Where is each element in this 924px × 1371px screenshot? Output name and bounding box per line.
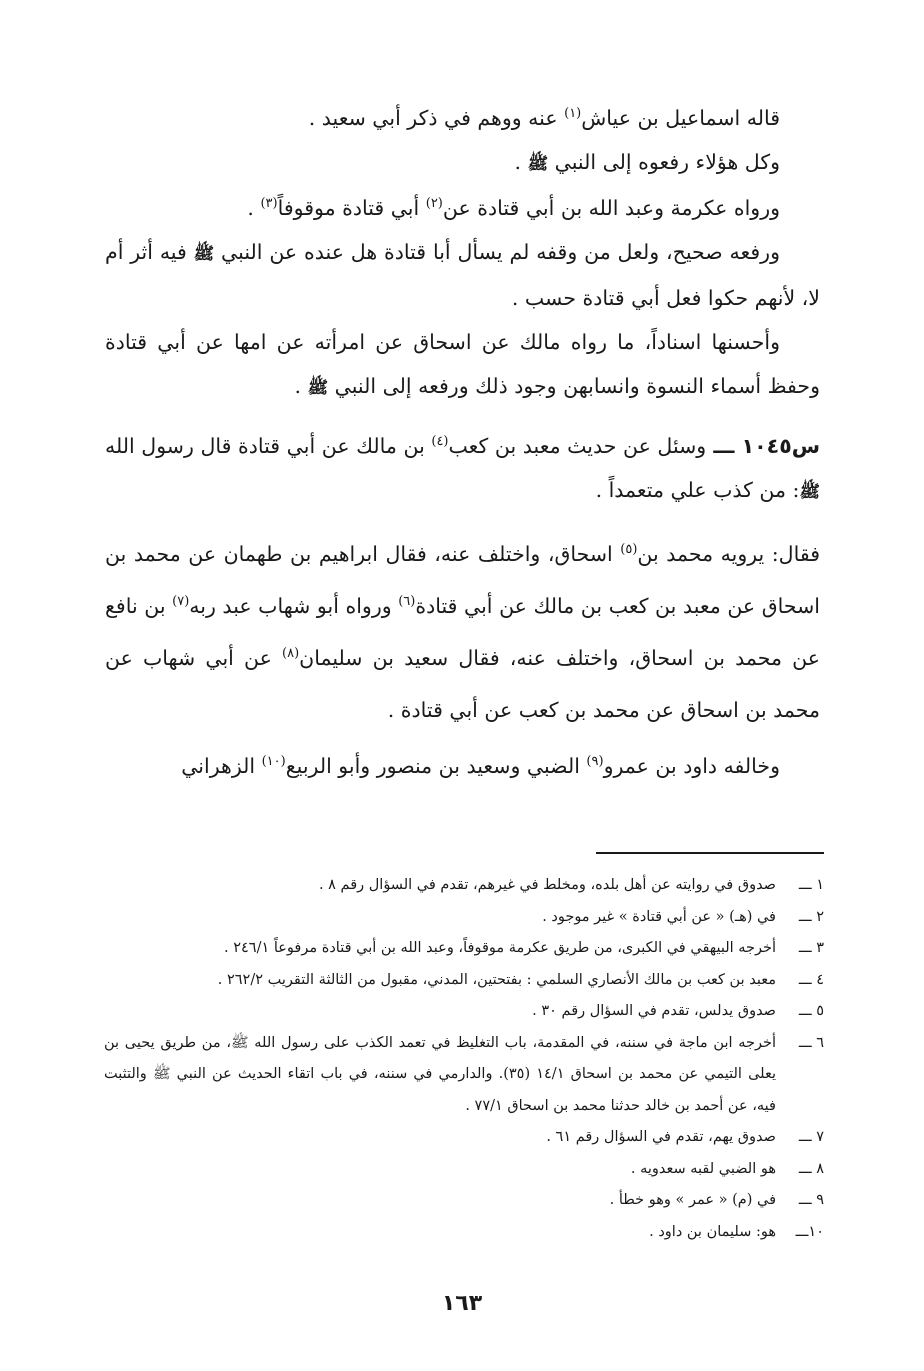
footnote-number: ٨ ـــ — [798, 1160, 824, 1177]
footnote-text: هو: سليمان بن داود . — [649, 1223, 776, 1240]
footnote-item — [104, 1028, 824, 1123]
footnote-number: ٣ ـــ — [798, 940, 824, 956]
text-run: فيه أثر أم لا، لأنهم حكوا فعل أبي قتادة حسب . — [105, 240, 820, 310]
footnote-item — [104, 870, 824, 902]
footnote-ref: (١) — [564, 106, 582, 122]
footnote-text: هو الضبي لقبه سعدويه . — [630, 1160, 776, 1177]
text-run: عنه ووهم في ذكر أبي سعيد . — [308, 106, 565, 130]
footnote-item — [104, 1185, 824, 1217]
main-text — [105, 96, 820, 788]
text-run: أبي قتادة موقوفاً — [277, 196, 426, 220]
footnote-ref: (٥) — [620, 542, 638, 558]
salla-ligature: ﷺ — [307, 378, 329, 398]
text-run: . — [514, 150, 528, 174]
footnotes-list — [104, 870, 824, 1248]
footnote-number: ٧ ـــ — [798, 1129, 824, 1145]
footnote-ref: (٩) — [586, 754, 604, 770]
footnote-number: ٢ ـــ — [798, 908, 824, 925]
footnote-text: صدوق في روايته عن أهل بلده، ومخلط في غيرهم، تقدم في السؤال رقم ٨ . — [318, 877, 776, 893]
salla-ligature: ﷺ — [799, 482, 820, 502]
footnote-separator — [596, 852, 824, 854]
footnote-ref: (٨) — [282, 646, 300, 662]
paragraph-3 — [105, 186, 820, 230]
footnote-ref: (٦) — [398, 594, 416, 610]
question-paragraph — [105, 424, 820, 514]
footnote-number: ٦ ـــ — [798, 1034, 824, 1051]
footnote-number: ١٠ـــ — [795, 1223, 824, 1240]
salla-ligature: ﷺ — [527, 154, 549, 174]
text-run: ورفعه صحيح، ولعل من وقفه لم يسأل أبا قتادة هل عنده عن النبي — [214, 240, 780, 264]
footnote-ref: (٣) — [260, 196, 278, 212]
answer-paragraph — [105, 528, 820, 736]
footnote-item — [104, 1154, 824, 1186]
text-run: . — [294, 374, 308, 398]
paragraph-5 — [105, 320, 820, 410]
footnote-item — [104, 1122, 824, 1154]
text-run: بن نافع عن محمد بن اسحاق، واختلف عنه، فقال سعيد بن سليمان — [105, 594, 820, 670]
text-run: وسئل عن حديث معبد بن كعب — [448, 434, 707, 458]
footnote-text: صدوق يهم، تقدم في السؤال رقم ٦١ . — [546, 1129, 776, 1145]
text-run: بن مالك عن أبي قتادة قال رسول الله — [105, 434, 432, 458]
footnote-item — [104, 1217, 824, 1249]
question-number: س١٠٤٥ — [741, 434, 821, 458]
footnote-text: معبد بن كعب بن مالك الأنصاري السلمي : بفتحتين، المدني، مقبول من الثالثة التقريب ٢٦٢/٢ . — [217, 971, 776, 988]
footnote-number: ٤ ـــ — [798, 971, 824, 988]
footnote-text: أخرجه البيهقي في الكبرى، من طريق عكرمة موقوفاً، وعبد الله بن أبي قتادة مرفوعاً ٢٤٦/١ . — [223, 940, 776, 956]
text-run: ورواه أبو شهاب عبد ربه — [189, 594, 399, 618]
footnote-ref: (٤) — [431, 434, 449, 450]
text-run: اسحاق، واختلف عنه، فقال ابراهيم بن طهمان عن محمد بن اسحاق عن معبد بن كعب بن مالك عن أبي قتادة — [105, 542, 820, 618]
footnote-text: صدوق يدلس، تقدم في السؤال رقم ٣٠ . — [532, 1003, 776, 1019]
text-run: . — [247, 196, 261, 220]
footnote-ref: (٢) — [425, 196, 443, 212]
page-number: ١٦٣ — [441, 1291, 483, 1316]
footnote-item — [104, 996, 824, 1028]
footnote-item — [104, 902, 824, 934]
footnote-item — [104, 933, 824, 965]
question-dash: ـــ — [706, 434, 742, 458]
text-run: وكل هؤلاء رفعوه إلى النبي — [548, 150, 780, 174]
footnote-number: ١ ـــ — [798, 877, 824, 893]
text-run: وأحسنها اسناداً، ما رواه مالك عن اسحاق عن امرأته عن امها عن أبي قتادة وحفظ أسماء النسوة وانسابهن وجود ذلك ورفعه إلى النبي — [105, 330, 820, 398]
paragraph-2 — [105, 140, 820, 186]
text-run: فقال: يرويه محمد بن — [637, 542, 820, 566]
footnote-ref: (١٠) — [261, 754, 286, 770]
footnote-text: في (م) « عمر » وهو خطأ . — [609, 1192, 776, 1208]
footnote-number: ٩ ـــ — [798, 1192, 824, 1208]
text-run: وخالفه داود بن عمرو — [603, 754, 780, 778]
paragraph-last — [105, 744, 820, 788]
text-run: : من كذب علي متعمداً . — [595, 478, 800, 502]
text-run: الضبي وسعيد بن منصور وأبو الربيع — [285, 754, 587, 778]
text-run: ورواه عكرمة وعبد الله بن أبي قتادة عن — [442, 196, 780, 220]
footnote-ref: (٧) — [172, 594, 190, 610]
paragraph-1 — [105, 96, 820, 140]
text-run: الزهراني — [181, 754, 262, 778]
footnote-text: أخرجه ابن ماجة في سننه، في المقدمة، باب التغليظ في تعمد الكذب على رسول الله ﷺ، من طريق يحيى بن يعلى التيمي عن محمد بن اسحاق ١٤/١ (٣٥). والدارمي في سننه، في باب اتقاء الحديث عن النبي ﷺ والتثبت فيه، عن أحمد بن خالد حدثنا محمد بن اسحاق ٧٧/١ . — [104, 1034, 776, 1114]
footnote-number: ٥ ـــ — [798, 1003, 824, 1019]
text-run: عن أبي شهاب عن محمد بن اسحاق عن محمد بن كعب عن أبي قتادة . — [105, 646, 820, 722]
footnote-text: في (هـ) « عن أبي قتادة » غير موجود . — [542, 908, 776, 925]
footnote-item — [104, 965, 824, 997]
text-run: قاله اسماعيل بن عياش — [581, 106, 780, 130]
salla-ligature: ﷺ — [193, 244, 215, 264]
paragraph-4 — [105, 230, 820, 320]
